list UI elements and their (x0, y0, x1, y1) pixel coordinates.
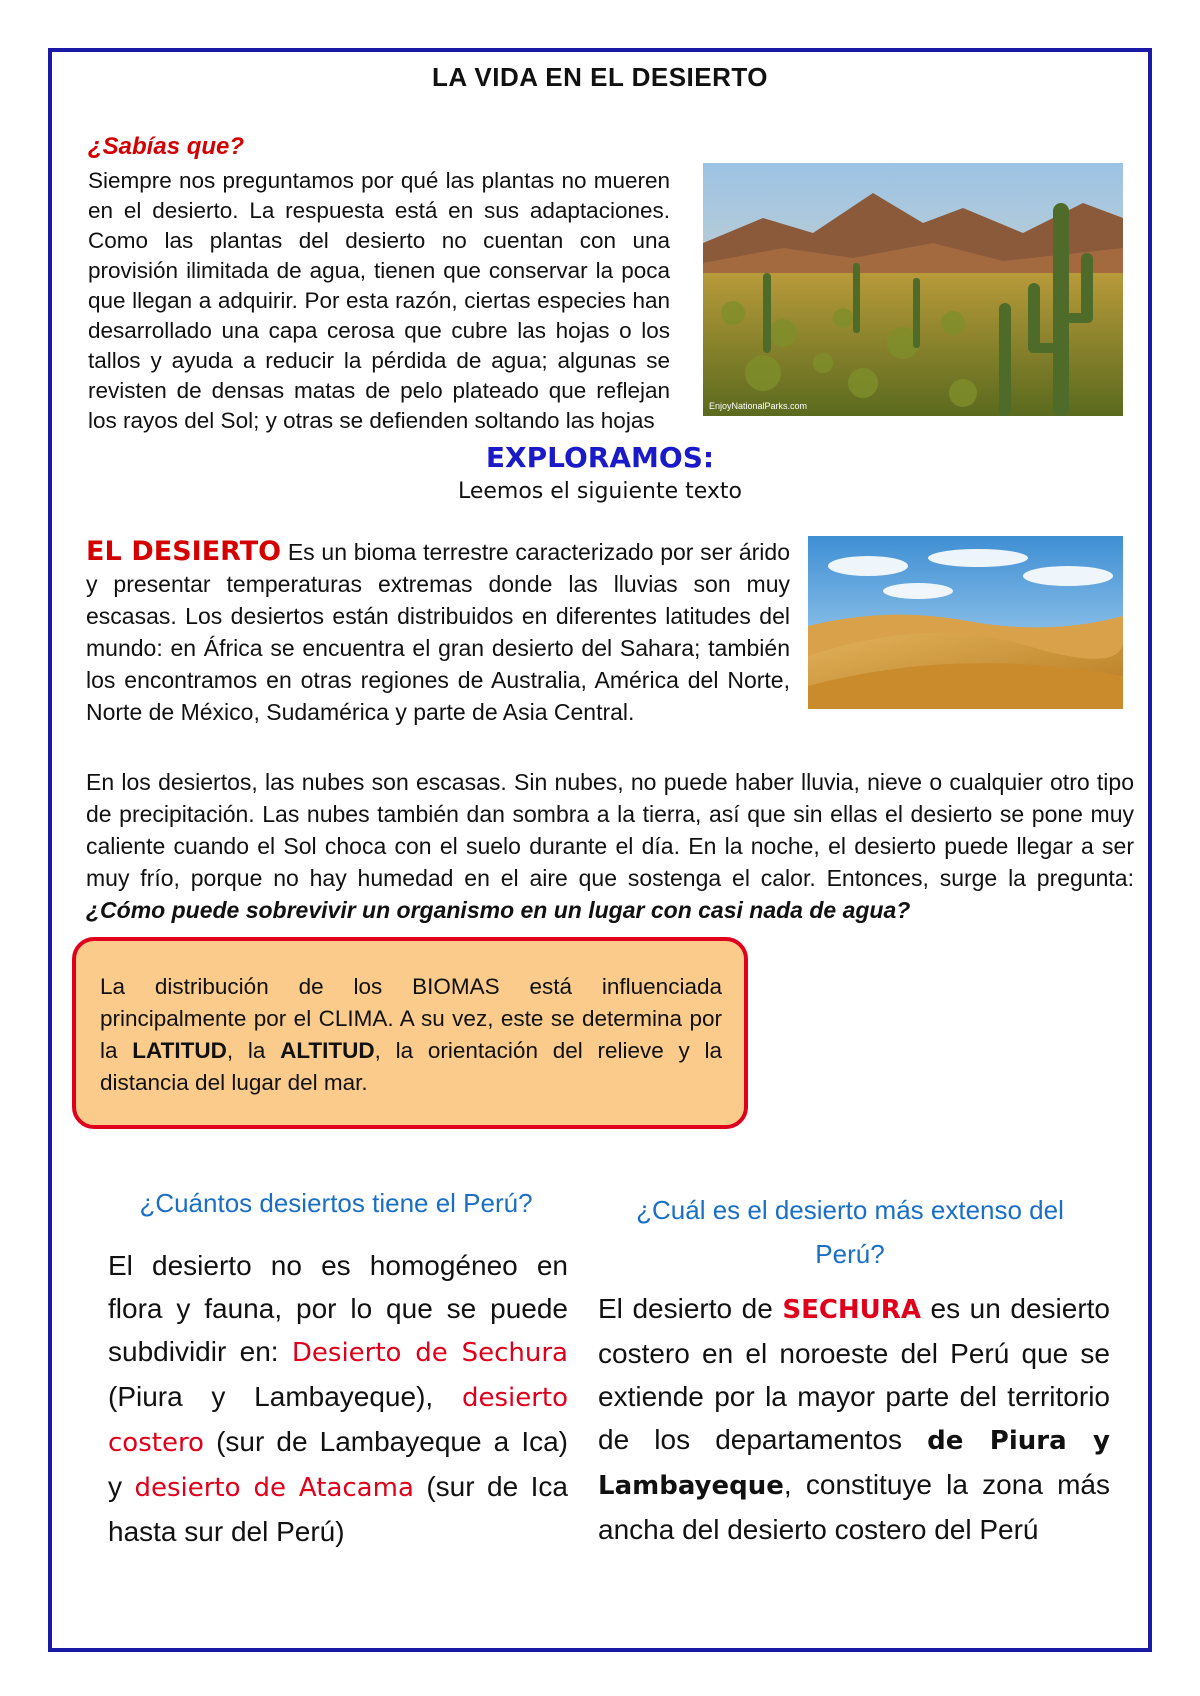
sechura-caps-term: SECHURA (782, 1295, 921, 1325)
atacama-term: desierto de Atacama (134, 1473, 414, 1503)
cuantos-paragraph (108, 1244, 568, 1553)
desierto-lead: EL DESIERTO (86, 536, 282, 567)
biomas-callout-text (100, 971, 722, 1099)
cuantos-heading: ¿Cuántos desiertos tiene el Perú? (139, 1188, 533, 1218)
biomas-text-1: La distribución de los BIOMAS está influenciada principalmente por el CLIMA. A su vez, este se determina por la (100, 974, 722, 1063)
cual-text-3: , constituye la zona más ancha del desierto costero del Perú (598, 1469, 1110, 1545)
sand-dunes-image (808, 536, 1123, 709)
biomas-text-3: , la orientación del relieve y la distancia del lugar del mar. (100, 1038, 722, 1095)
cuantos-text-4: (sur de Ica hasta sur del Perú) (108, 1471, 568, 1547)
nubes-text: En los desiertos, las nubes son escasas. Sin nubes, no puede haber lluvia, nieve o cualquier otro tipo de precipitación. Las nubes también dan sombra a la tierra, así que sin ellas el desierto se pone muy caliente cuando el Sol choca con el suelo durante el día. En la noche, el desierto puede llegar a ser muy frío, porque no hay humedad en el aire que sostenga el calor. Entonces, surge la pregunta: (86, 769, 1134, 891)
cactus-desert-image (703, 163, 1123, 416)
page-title: LA VIDA EN EL DESIERTO (431, 62, 769, 92)
image-watermark: EnjoyNationalParks.com (709, 401, 808, 411)
piura-lambayeque-term: de Piura y Lambayeque (598, 1426, 1110, 1501)
cuantos-text-2: (Piura y Lambayeque), (108, 1381, 462, 1412)
cual-text-1: El desierto de (598, 1293, 783, 1324)
sabias-heading: ¿Sabías que? (88, 133, 245, 160)
explore-heading: EXPLORAMOS: (485, 441, 715, 474)
explore-subheading: Leemos el siguiente texto (457, 479, 743, 504)
sechura-term: Desierto de Sechura (291, 1338, 568, 1368)
cual-paragraph (598, 1287, 1110, 1551)
sabias-paragraph: Siempre nos preguntamos por qué las plantas no mueren en el desierto. La respuesta está en sus adaptaciones. Como las plantas del desierto no cuentan con una provisión ilimitada de agua, tienen que conservar la poca que llegan a adquirir. Por esta razón, ciertas especies han desarrollado una capa cerosa que cubre las hojas o los tallos y ayuda a reducir la pérdida de agua; algunas se revisten de densas matas de pelo plateado que reflejan los rayos del Sol; y otras se defienden soltando las hojas (88, 168, 670, 433)
nubes-question: ¿Cómo puede sobrevivir un organismo en un lugar con casi nada de agua? (86, 897, 911, 923)
desierto-text: Es un bioma terrestre caracterizado por ser árido y presentar temperaturas extremas donde las lluvias son muy escasas. Los desiertos están distribuidos en diferentes latitudes del mundo: en África se encuentra el gran desierto del Sahara; también los encontramos en otras regiones de Australia, América del Norte, Norte de México, Sudamérica y parte de Asia Central. (86, 539, 790, 725)
cuantos-text-1: El desierto no es homogéneo en flora y fauna, por lo que se puede subdividir en: (108, 1250, 568, 1367)
biomas-text-2: , la (226, 1038, 281, 1063)
costero-term: desierto costero (108, 1383, 568, 1458)
cual-heading: ¿Cuál es el desierto más extenso del Perú? (636, 1195, 1064, 1269)
latitud-term: LATITUD (132, 1038, 227, 1063)
altitud-term: ALTITUD (280, 1038, 375, 1063)
biomas-callout (72, 937, 748, 1129)
desierto-paragraph (86, 536, 790, 728)
cuantos-text-3: (sur de Lambayeque a Ica) y (108, 1426, 568, 1502)
nubes-paragraph (86, 766, 1134, 926)
cual-text-2: es un desierto costero en el noroeste del Perú que se extiende por la mayor parte del territorio de los departamentos (598, 1293, 1110, 1455)
